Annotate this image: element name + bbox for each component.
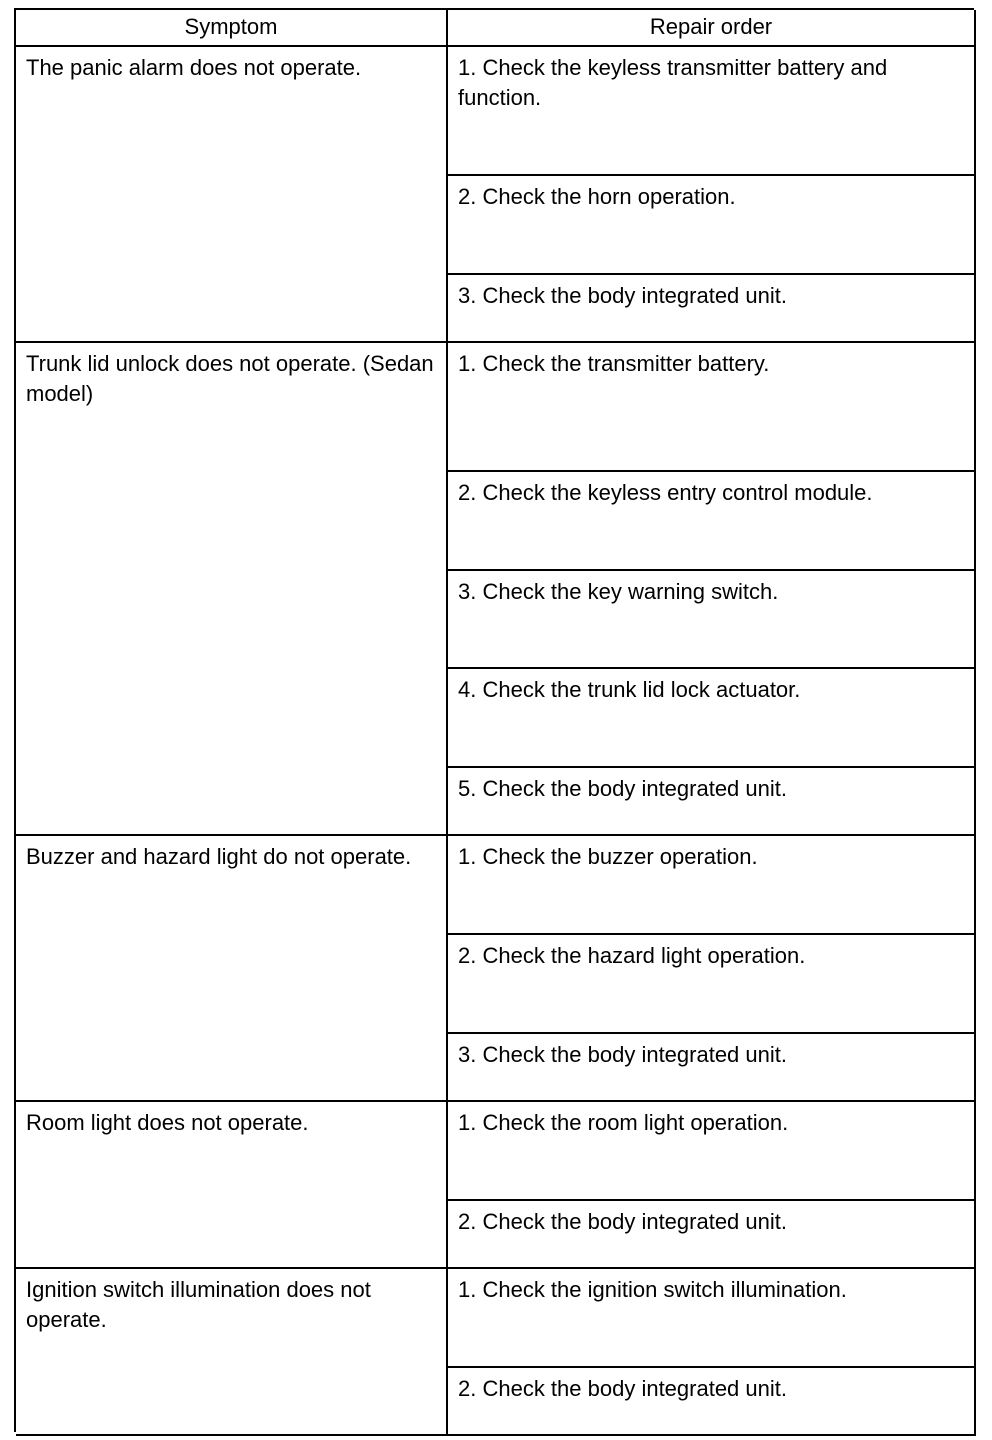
repair-step: 3. Check the body integrated unit.: [448, 1034, 976, 1102]
header-repair-order: Repair order: [448, 10, 976, 47]
repair-step: 2. Check the keyless entry control module.: [448, 472, 976, 571]
repair-step: 1. Check the keyless transmitter battery and function.: [448, 47, 976, 176]
repair-step: 3. Check the body integrated unit.: [448, 275, 976, 343]
repair-step: 2. Check the body integrated unit.: [448, 1368, 976, 1436]
repair-step: 1. Check the transmitter battery.: [448, 343, 976, 472]
repair-step: 4. Check the trunk lid lock actuator.: [448, 669, 976, 768]
symptom-room-light: Room light does not operate.: [16, 1102, 448, 1269]
symptom-trunk-lid: Trunk lid unlock does not operate. (Sedan model): [16, 343, 448, 836]
repair-step: 1. Check the room light operation.: [448, 1102, 976, 1201]
repair-step: 3. Check the key warning switch.: [448, 571, 976, 669]
symptom-panic-alarm: The panic alarm does not operate.: [16, 47, 448, 343]
repair-step: 2. Check the hazard light operation.: [448, 935, 976, 1034]
symptom-buzzer-hazard: Buzzer and hazard light do not operate.: [16, 836, 448, 1102]
repair-step: 2. Check the horn operation.: [448, 176, 976, 275]
repair-step: 1. Check the ignition switch illumination.: [448, 1269, 976, 1368]
repair-step: 1. Check the buzzer operation.: [448, 836, 976, 935]
repair-step: 2. Check the body integrated unit.: [448, 1201, 976, 1269]
header-symptom: Symptom: [16, 10, 448, 47]
repair-table: [14, 8, 974, 1432]
symptom-ignition-illumination: Ignition switch illumination does not operate.: [16, 1269, 448, 1436]
repair-step: 5. Check the body integrated unit.: [448, 768, 976, 836]
